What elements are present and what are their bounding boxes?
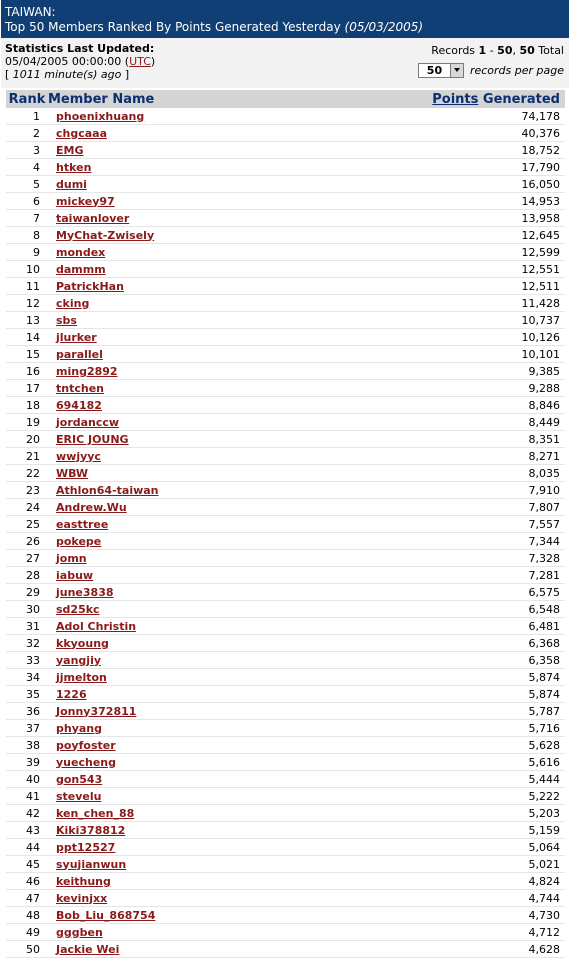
member-cell (48, 482, 283, 499)
rank-cell: 15 (6, 346, 48, 363)
member-cell (48, 856, 283, 873)
rank-cell: 49 (6, 924, 48, 941)
member-link[interactable]: yuecheng (56, 755, 116, 769)
rank-cell: 41 (6, 788, 48, 805)
rank-cell: 23 (6, 482, 48, 499)
points-cell: 12,551 (283, 261, 565, 278)
member-cell (48, 142, 283, 159)
rank-cell: 36 (6, 703, 48, 720)
points-cell: 5,159 (283, 822, 565, 839)
points-cell: 5,222 (283, 788, 565, 805)
rank-cell: 26 (6, 533, 48, 550)
rank-cell: 50 (6, 941, 48, 958)
points-cell: 6,481 (283, 618, 565, 635)
rank-cell: 13 (6, 312, 48, 329)
table-row (6, 686, 565, 703)
table-row (6, 159, 565, 176)
rank-cell: 4 (6, 159, 48, 176)
member-cell (48, 465, 283, 482)
member-link[interactable]: keithung (56, 874, 111, 888)
member-link[interactable]: Kiki378812 (56, 823, 126, 837)
points-sort-link[interactable]: Points (432, 91, 479, 107)
points-cell: 12,511 (283, 278, 565, 295)
table-row (6, 414, 565, 431)
table-row (6, 839, 565, 856)
points-cell: 5,787 (283, 703, 565, 720)
member-link[interactable]: ken_chen_88 (56, 806, 135, 820)
member-cell (48, 533, 283, 550)
points-cell: 7,910 (283, 482, 565, 499)
table-row (6, 193, 565, 210)
member-link[interactable]: Adol Christin (56, 619, 137, 633)
points-cell: 5,444 (283, 771, 565, 788)
member-link[interactable]: sd25kc (56, 602, 100, 616)
rank-cell: 35 (6, 686, 48, 703)
member-link[interactable]: pokepe (56, 534, 102, 548)
points-cell: 13,958 (283, 210, 565, 227)
rank-cell: 42 (6, 805, 48, 822)
member-cell (48, 924, 283, 941)
member-cell (48, 414, 283, 431)
rank-cell: 5 (6, 176, 48, 193)
rank-cell: 22 (6, 465, 48, 482)
rank-cell: 24 (6, 499, 48, 516)
member-link[interactable]: ERIC JOUNG (56, 432, 129, 446)
rank-cell: 29 (6, 584, 48, 601)
rank-cell: 25 (6, 516, 48, 533)
member-link[interactable]: Bob_Liu_868754 (56, 908, 156, 922)
table-row (6, 720, 565, 737)
rank-cell: 20 (6, 431, 48, 448)
member-cell (48, 346, 283, 363)
points-cell: 7,557 (283, 516, 565, 533)
member-link[interactable]: taiwanlover (56, 211, 130, 225)
table-row (6, 210, 565, 227)
member-link[interactable]: jjmelton (56, 670, 107, 684)
member-cell (48, 618, 283, 635)
table-row (6, 142, 565, 159)
table-row (6, 737, 565, 754)
rank-cell: 48 (6, 907, 48, 924)
member-header (48, 90, 283, 108)
page-header (1, 0, 569, 38)
records-text: Records (431, 44, 476, 57)
member-link[interactable]: parallel (56, 347, 103, 361)
points-cell: 17,790 (283, 159, 565, 176)
rank-cell: 32 (6, 635, 48, 652)
points-cell: 8,035 (283, 465, 565, 482)
table-row (6, 652, 565, 669)
points-cell: 8,351 (283, 431, 565, 448)
member-link[interactable]: phoenixhuang (56, 109, 145, 123)
table-row (6, 244, 565, 261)
member-link[interactable]: htken (56, 160, 92, 174)
header-date: (05/03/2005) (344, 20, 424, 34)
member-link[interactable]: PatrickHan (56, 279, 124, 293)
records-total-text: Total (538, 44, 564, 57)
member-cell (48, 448, 283, 465)
table-row (6, 567, 565, 584)
member-link[interactable]: kkyoung (56, 636, 109, 650)
table-row (6, 176, 565, 193)
member-cell (48, 380, 283, 397)
table-row (6, 924, 565, 941)
member-link[interactable]: syujianwun (56, 857, 127, 871)
table-row (6, 346, 565, 363)
points-cell: 6,548 (283, 601, 565, 618)
member-cell (48, 822, 283, 839)
points-cell: 6,575 (283, 584, 565, 601)
table-row (6, 278, 565, 295)
member-link[interactable]: chgcaaa (56, 126, 108, 140)
member-link[interactable]: jlurker (56, 330, 97, 344)
points-cell: 7,328 (283, 550, 565, 567)
rank-cell: 17 (6, 380, 48, 397)
table-row (6, 873, 565, 890)
member-cell (48, 176, 283, 193)
points-cell: 10,737 (283, 312, 565, 329)
member-cell (48, 669, 283, 686)
table-body (6, 108, 565, 958)
member-cell (48, 431, 283, 448)
table-row (6, 397, 565, 414)
stats-minutes-ago: 1011 minute(s) ago (12, 68, 122, 81)
records-per-page-label: records per page (469, 63, 564, 77)
points-cell: 9,385 (283, 363, 565, 380)
member-cell (48, 363, 283, 380)
member-cell (48, 278, 283, 295)
points-cell: 4,744 (283, 890, 565, 907)
member-link[interactable]: ppt12527 (56, 840, 116, 854)
member-link[interactable]: gon543 (56, 772, 103, 786)
member-cell (48, 516, 283, 533)
member-cell (48, 686, 283, 703)
table-row (6, 550, 565, 567)
table-row (6, 788, 565, 805)
rank-cell: 37 (6, 720, 48, 737)
points-cell: 9,288 (283, 380, 565, 397)
points-cell: 8,846 (283, 397, 565, 414)
member-cell (48, 159, 283, 176)
member-link[interactable]: WBW (56, 466, 89, 480)
records-start: 1 (478, 44, 487, 57)
table-row (6, 448, 565, 465)
table-row (6, 941, 565, 958)
stats-timestamp: 05/04/2005 00:00:00 (5, 55, 122, 68)
rank-cell: 43 (6, 822, 48, 839)
member-cell (48, 720, 283, 737)
member-cell (48, 703, 283, 720)
points-cell: 10,101 (283, 346, 565, 363)
points-cell: 7,807 (283, 499, 565, 516)
member-cell (48, 839, 283, 856)
table-row (6, 499, 565, 516)
table-row (6, 754, 565, 771)
table-row (6, 125, 565, 142)
stats-updated (5, 42, 155, 81)
member-cell (48, 771, 283, 788)
rank-cell: 2 (6, 125, 48, 142)
member-cell (48, 601, 283, 618)
rank-cell: 47 (6, 890, 48, 907)
table-row (6, 465, 565, 482)
member-link[interactable]: wwjyyc (56, 449, 101, 463)
rank-cell: 46 (6, 873, 48, 890)
member-link[interactable]: easttree (56, 517, 109, 531)
member-cell (48, 193, 283, 210)
member-link[interactable]: kevinjxx (56, 891, 108, 905)
table-row (6, 380, 565, 397)
table-row (6, 618, 565, 635)
rank-cell: 33 (6, 652, 48, 669)
member-link[interactable]: jomn (56, 551, 87, 565)
rank-cell: 16 (6, 363, 48, 380)
table-row (6, 856, 565, 873)
table-row (6, 669, 565, 686)
member-link[interactable]: jordanccw (56, 415, 120, 429)
member-cell (48, 210, 283, 227)
points-header-text: Generated (482, 91, 560, 107)
records-total: 50 (519, 44, 535, 57)
points-cell: 4,628 (283, 941, 565, 958)
member-link[interactable]: mondex (56, 245, 106, 259)
points-cell: 5,628 (283, 737, 565, 754)
member-link[interactable]: dumi (56, 177, 87, 191)
member-cell (48, 805, 283, 822)
rank-cell: 12 (6, 295, 48, 312)
table-row (6, 227, 565, 244)
table-row (6, 261, 565, 278)
points-cell: 5,716 (283, 720, 565, 737)
member-cell (48, 941, 283, 958)
points-cell: 5,874 (283, 669, 565, 686)
table-row (6, 771, 565, 788)
member-cell (48, 295, 283, 312)
rank-cell: 31 (6, 618, 48, 635)
table-row (6, 907, 565, 924)
table-row (6, 890, 565, 907)
member-link[interactable]: yangjiy (56, 653, 102, 667)
rank-cell: 9 (6, 244, 48, 261)
points-cell: 16,050 (283, 176, 565, 193)
member-link[interactable]: 1226 (56, 687, 87, 701)
points-cell: 18,752 (283, 142, 565, 159)
table-row (6, 822, 565, 839)
rank-cell: 3 (6, 142, 48, 159)
member-cell (48, 312, 283, 329)
rank-cell: 11 (6, 278, 48, 295)
rank-cell: 34 (6, 669, 48, 686)
header-title (5, 20, 569, 35)
member-cell (48, 788, 283, 805)
table-row (6, 516, 565, 533)
member-link[interactable]: Jonny372811 (56, 704, 137, 718)
member-link[interactable]: tntchen (56, 381, 104, 395)
points-cell: 8,271 (283, 448, 565, 465)
rank-cell: 38 (6, 737, 48, 754)
member-link[interactable]: stevelu (56, 789, 102, 803)
header-region: TAIWAN: (5, 5, 56, 19)
records-end: 50 (497, 44, 513, 57)
member-link[interactable]: mickey97 (56, 194, 115, 208)
points-cell: 7,344 (283, 533, 565, 550)
member-cell (48, 584, 283, 601)
table-row (6, 312, 565, 329)
member-cell (48, 550, 283, 567)
points-cell: 4,824 (283, 873, 565, 890)
member-link[interactable]: dammm (56, 262, 106, 276)
member-link[interactable]: EMG (56, 143, 84, 157)
table-row (6, 584, 565, 601)
member-cell (48, 907, 283, 924)
stats-timestamp-line: 05/04/2005 00:00:00 (UTC) (5, 55, 156, 68)
member-cell (48, 873, 283, 890)
records-per-page-select[interactable] (418, 63, 464, 78)
member-link[interactable]: Jackie Wei (56, 942, 120, 956)
records-per-page-value: 50 (426, 63, 443, 77)
table-row (6, 533, 565, 550)
member-cell (48, 737, 283, 754)
table-row (6, 703, 565, 720)
rank-cell: 27 (6, 550, 48, 567)
member-cell (48, 329, 283, 346)
member-cell (48, 890, 283, 907)
table-row (6, 601, 565, 618)
rank-cell: 10 (6, 261, 48, 278)
rank-cell: 7 (6, 210, 48, 227)
table-header-row (6, 90, 565, 108)
member-cell (48, 125, 283, 142)
records-per-page (418, 62, 564, 78)
table-row (6, 363, 565, 380)
utc-link[interactable]: UTC (129, 55, 151, 68)
member-link[interactable]: Athlon64-taiwan (56, 483, 159, 497)
rank-header: Rank (6, 90, 48, 108)
stats-label: Statistics Last Updated: (5, 42, 155, 55)
member-link[interactable]: ming2892 (56, 364, 118, 378)
table-row (6, 635, 565, 652)
member-cell (48, 244, 283, 261)
points-cell: 7,281 (283, 567, 565, 584)
points-cell: 4,712 (283, 924, 565, 941)
rank-cell: 45 (6, 856, 48, 873)
rank-cell: 44 (6, 839, 48, 856)
member-cell (48, 567, 283, 584)
points-cell: 5,021 (283, 856, 565, 873)
points-cell: 12,645 (283, 227, 565, 244)
points-cell: 8,449 (283, 414, 565, 431)
member-cell (48, 652, 283, 669)
member-cell (48, 499, 283, 516)
member-cell (48, 635, 283, 652)
table-row (6, 482, 565, 499)
rank-cell: 8 (6, 227, 48, 244)
table-row (6, 329, 565, 346)
points-cell: 12,599 (283, 244, 565, 261)
table-row (6, 295, 565, 312)
stats-bar (1, 38, 569, 88)
member-link[interactable]: cking (56, 296, 90, 310)
member-link[interactable]: 694182 (56, 398, 102, 412)
member-cell (48, 754, 283, 771)
member-link[interactable]: MyChat-Zwisely (56, 228, 155, 242)
rank-cell: 6 (6, 193, 48, 210)
member-link[interactable]: gggben (56, 925, 103, 939)
member-cell (48, 261, 283, 278)
member-link[interactable]: Andrew.Wu (56, 500, 127, 514)
header-title-text: Top 50 Members Ranked By Points Generated Yesterday (5, 20, 341, 34)
member-header-text: Member Name (48, 91, 155, 107)
points-cell: 74,178 (283, 108, 565, 125)
points-cell: 4,730 (283, 907, 565, 924)
table-row (6, 805, 565, 822)
rank-cell: 30 (6, 601, 48, 618)
rank-cell: 18 (6, 397, 48, 414)
rank-cell: 14 (6, 329, 48, 346)
stats-minutes-ago-line: [ 1011 minute(s) ago ] (5, 68, 130, 81)
table-row (6, 431, 565, 448)
rank-cell: 21 (6, 448, 48, 465)
dropdown-arrow-icon[interactable] (450, 64, 463, 77)
member-cell (48, 227, 283, 244)
member-cell (48, 108, 283, 125)
points-cell: 5,616 (283, 754, 565, 771)
points-cell: 14,953 (283, 193, 565, 210)
member-link[interactable]: june3838 (56, 585, 114, 599)
records-summary: Records 1 - 50, 50 Total (431, 44, 564, 57)
member-link[interactable]: sbs (56, 313, 77, 327)
points-cell: 11,428 (283, 295, 565, 312)
points-cell: 40,376 (283, 125, 565, 142)
member-link[interactable]: poyfoster (56, 738, 116, 752)
member-link[interactable]: iabuw (56, 568, 94, 582)
member-link[interactable]: phyang (56, 721, 103, 735)
points-cell: 6,368 (283, 635, 565, 652)
points-cell: 5,874 (283, 686, 565, 703)
member-cell (48, 397, 283, 414)
rank-cell: 1 (6, 108, 48, 125)
members-table (6, 90, 565, 958)
points-cell: 5,203 (283, 805, 565, 822)
points-cell: 10,126 (283, 329, 565, 346)
rank-cell: 39 (6, 754, 48, 771)
table-row (6, 108, 565, 125)
points-cell: 5,064 (283, 839, 565, 856)
points-cell: 6,358 (283, 652, 565, 669)
rank-cell: 19 (6, 414, 48, 431)
rank-cell: 28 (6, 567, 48, 584)
rank-cell: 40 (6, 771, 48, 788)
points-header (283, 90, 565, 108)
